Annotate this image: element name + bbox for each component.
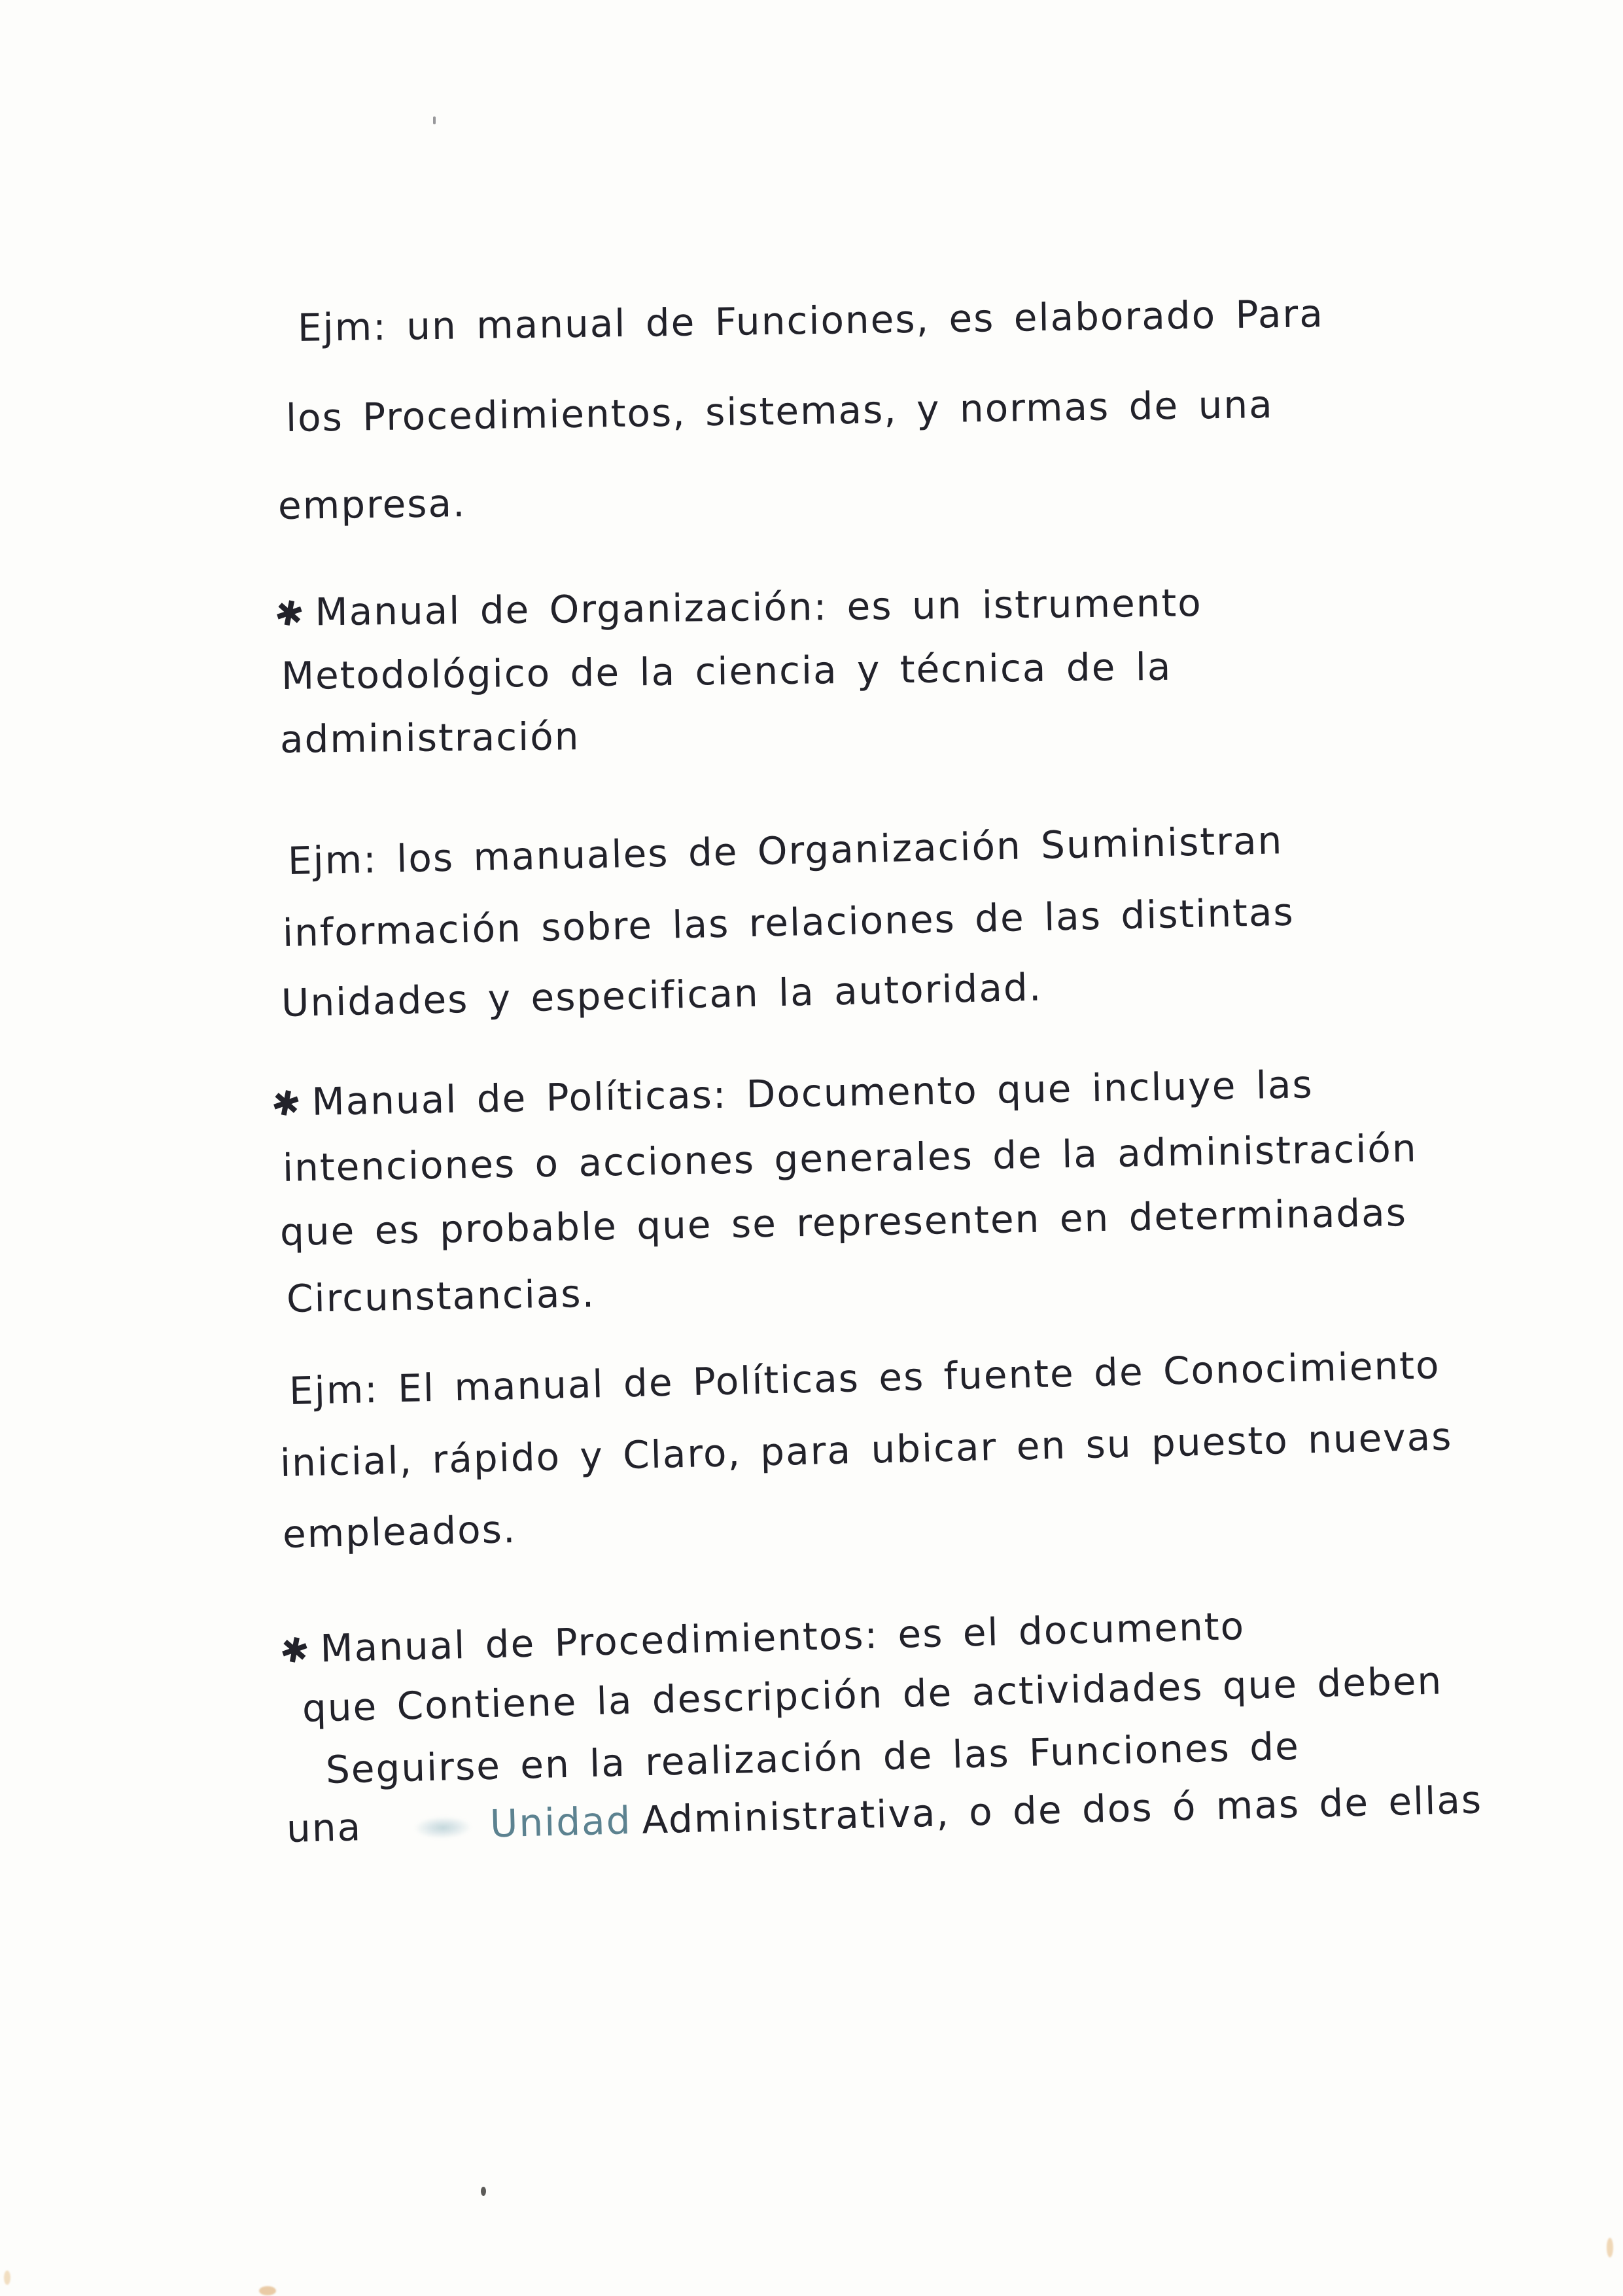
line-text: Administrativa, o de dos ó mas de ellas (641, 1777, 1483, 1843)
handwritten-line (271, 580, 1203, 637)
handwritten-line: empresa. (277, 480, 466, 528)
ink-smudge (414, 1816, 472, 1839)
star-bullet-icon: ✱ (271, 592, 309, 637)
handwritten-line: que es probable que se representen en determinadas (279, 1190, 1408, 1254)
line-text-faded: Unidad (489, 1798, 633, 1846)
handwritten-line: Metodológico de la ciencia y técnica de la (281, 644, 1172, 698)
line-text: Manual de Organización: es un istrumento (315, 580, 1203, 635)
scan-artifact (481, 2187, 486, 2196)
handwritten-line: Ejm: El manual de Políticas es fuente de Conocimiento (288, 1343, 1441, 1413)
handwritten-line (268, 1062, 1314, 1127)
handwritten-line (279, 1604, 1246, 1672)
handwritten-line: Seguirse en la realización de las Funciones de (325, 1723, 1300, 1792)
handwritten-line: inicial, rápido y Claro, para ubicar en su puesto nuevas (279, 1414, 1454, 1485)
star-bullet-icon: ✱ (268, 1082, 305, 1127)
handwritten-line: Circunstancias. (286, 1271, 596, 1321)
handwritten-line: los Procedimientos, sistemas, y normas de una (285, 381, 1274, 440)
handwritten-line: Unidades y especifican la autoridad. (281, 964, 1043, 1025)
handwritten-line: intenciones o acciones generales de la administración (282, 1125, 1418, 1190)
scan-artifact (4, 2270, 10, 2285)
scan-artifact (433, 116, 436, 124)
handwritten-line: administración (279, 714, 580, 762)
line-text: Manual de Políticas: Documento que incluye las (311, 1062, 1314, 1124)
handwritten-line (286, 1778, 1483, 1850)
star-bullet-icon: ✱ (277, 1629, 313, 1674)
line-text: una (286, 1805, 362, 1851)
scan-artifact (1607, 2238, 1613, 2257)
handwritten-line: Ejm: los manuales de Organización Suministran (287, 818, 1283, 883)
handwritten-line: información sobre las relaciones de las distintas (282, 889, 1295, 955)
line-text: Manual de Procedimientos: es el documento (319, 1603, 1246, 1671)
handwritten-line: Ejm: un manual de Funciones, es elaborado Para (297, 291, 1325, 350)
handwritten-line: que Contiene la descripción de actividades que deben (302, 1658, 1443, 1731)
scan-artifact (259, 2286, 276, 2295)
handwritten-line: empleados. (282, 1506, 517, 1557)
